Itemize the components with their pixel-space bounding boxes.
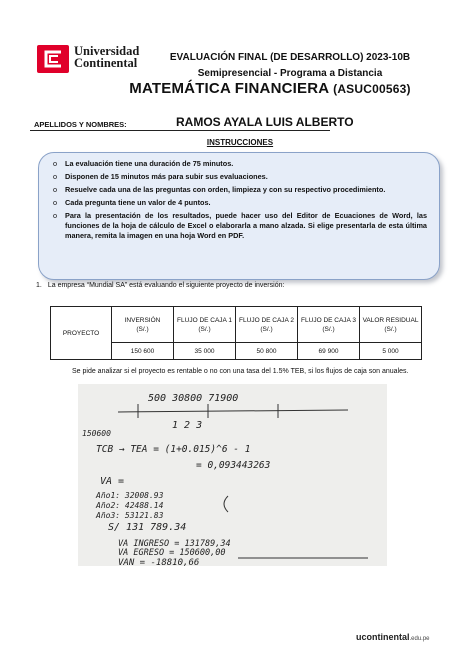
question-text: La empresa “Mundial SA” está evaluando el siguiente proyecto de inversión:	[47, 282, 285, 289]
header-name: INVERSIÓN	[124, 316, 161, 324]
instructions-box	[38, 152, 440, 280]
continental-logo-icon	[36, 44, 70, 74]
exam-title: EVALUACIÓN FINAL (DE DESARROLLO) 2023-10B	[169, 52, 411, 63]
logo-line1: Universidad	[74, 44, 140, 58]
name-underline	[30, 130, 330, 131]
instruction-item: o La evaluación tiene una duración de 75 minutos.	[65, 159, 427, 169]
question-1	[36, 282, 284, 289]
question-number: 1.	[36, 282, 42, 289]
course-title	[90, 80, 450, 97]
value-cell: 5 000	[360, 343, 422, 360]
hw-line: 1 2 3	[172, 420, 203, 431]
student-name: RAMOS AYALA LUIS ALBERTO	[176, 115, 354, 129]
hw-line: Año3: 53121.83	[96, 511, 164, 520]
brand-domain: .edu.pe	[409, 636, 430, 642]
hw-line: TCB → TEA = (1+0.015)^6 - 1	[96, 444, 251, 455]
header-cell	[112, 307, 174, 343]
cash-flow-table	[50, 306, 422, 360]
value-cell: 35 000	[174, 343, 236, 360]
value-cell: 150 600	[112, 343, 174, 360]
hw-line: 150600	[82, 429, 111, 438]
exam-modality: Semipresencial - Programa a Distancia	[197, 68, 383, 79]
header-name: VALOR RESIDUAL	[362, 316, 419, 324]
row-label-cell: PROYECTO	[51, 307, 112, 360]
value-cell: 69 900	[298, 343, 360, 360]
hw-line: VAN = -18810,66	[118, 558, 200, 566]
footer-brand	[356, 632, 430, 642]
header-unit: (S/.)	[136, 325, 149, 333]
header-name: FLUJO DE CAJA 1	[177, 316, 232, 324]
hw-line: = 0,093443263	[196, 460, 271, 471]
header-cell	[298, 307, 360, 343]
hw-line: Año2: 42488.14	[96, 501, 164, 510]
course-code: (ASUC00563)	[333, 82, 411, 96]
header-name: FLUJO DE CAJA 3	[301, 316, 356, 324]
instruction-item: o Para la presentación de los resultados, puede hacer uso del Editor de Ecuaciones de Word, las funciones de la hoja de cálculo de Excel o elaborarla a mano alzada. Si elige presentarla de esta última manera, remita la imagen en una hoja Word en PDF.	[65, 211, 427, 241]
header-unit: (S/.)	[384, 325, 397, 333]
hw-line: Año1: 32008.93	[96, 491, 164, 500]
hw-line: VA =	[100, 476, 125, 487]
handwritten-solution-photo	[78, 384, 387, 566]
header-cell	[174, 307, 236, 343]
header-unit: (S/.)	[260, 325, 273, 333]
hw-line: 500 30800 71900	[148, 393, 239, 404]
course-name: MATEMÁTICA FINANCIERA	[129, 80, 329, 97]
student-name-label: APELLIDOS Y NOMBRES:	[34, 120, 127, 129]
hw-line: VA INGRESO = 131789,34	[118, 539, 231, 549]
value-cell: 50 800	[236, 343, 298, 360]
header-unit: (S/.)	[198, 325, 211, 333]
hw-line: VA EGRESO = 150600,00	[118, 548, 226, 558]
question-note: Se pide analizar si el proyecto es rentable o no con una tasa del 1.5% TEB, si los flujos de caja son anuales.	[72, 368, 409, 375]
instruction-item: o Cada pregunta tiene un valor de 4 puntos.	[65, 198, 427, 208]
header-unit: (S/.)	[322, 325, 335, 333]
hw-line: S/ 131 789.34	[108, 522, 187, 533]
header-cell	[236, 307, 298, 343]
instructions-title: INSTRUCCIONES	[206, 138, 274, 147]
instruction-item: o Disponen de 15 minutos más para subir sus evaluaciones.	[65, 172, 427, 182]
brand-name: ucontinental	[356, 632, 410, 642]
instruction-item: o Resuelve cada una de las preguntas con orden, limpieza y con su respectivo procedimiento.	[65, 185, 427, 195]
instructions-list	[39, 153, 439, 241]
header-name: FLUJO DE CAJA 2	[239, 316, 294, 324]
logo-line2: Continental	[74, 56, 138, 70]
handwriting-svg	[78, 384, 387, 566]
header-cell	[360, 307, 422, 343]
